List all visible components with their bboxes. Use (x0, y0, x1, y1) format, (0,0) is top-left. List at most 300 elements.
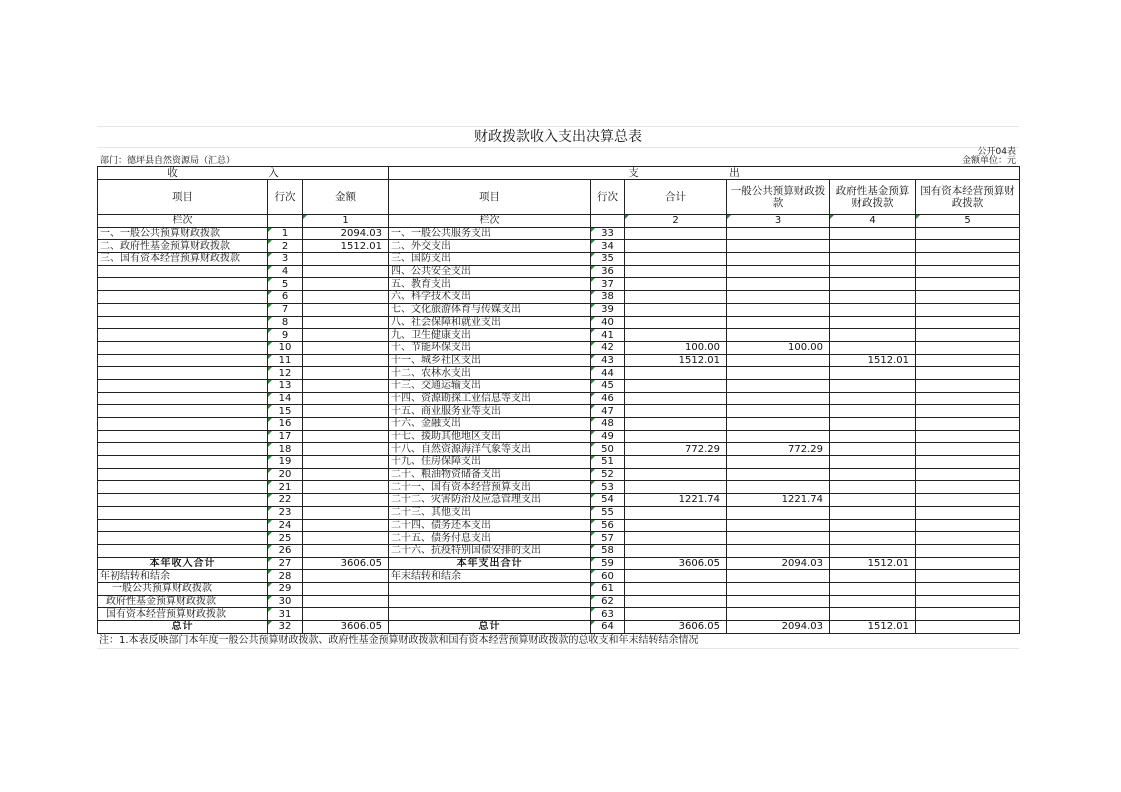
expense-fund (830, 367, 916, 380)
income-item (98, 494, 268, 507)
expense-item: 年末结转和结余 (389, 570, 591, 583)
table-row (98, 278, 1020, 291)
expense-item (389, 582, 591, 595)
expense-item: 九、卫生健康支出 (389, 329, 591, 342)
expense-soe (916, 443, 1020, 456)
income-item (98, 481, 268, 494)
index-label-left: 栏次 (98, 215, 268, 228)
expense-row-no: 62 (591, 595, 625, 608)
expense-fund (830, 582, 916, 595)
income-amount: 2094.03 (303, 227, 389, 240)
expense-total (625, 481, 727, 494)
income-item: 一般公共预算财政拨款 (98, 582, 268, 595)
income-amount (303, 265, 389, 278)
income-item: 本年收入合计 (98, 557, 268, 570)
expense-soe (916, 494, 1020, 507)
expense-row-no: 64 (591, 621, 625, 634)
expense-general (727, 519, 830, 532)
expense-total (625, 265, 727, 278)
expense-general (727, 532, 830, 545)
expense-total (625, 379, 727, 392)
income-amount (303, 278, 389, 291)
income-row-no: 28 (268, 570, 303, 583)
expense-item: 十二、农林水支出 (389, 367, 591, 380)
expense-item: 四、公共安全支出 (389, 265, 591, 278)
unit-label: 金额单位：元 (961, 156, 1016, 166)
expense-soe (916, 341, 1020, 354)
income-row-no: 15 (268, 405, 303, 418)
expense-soe (916, 405, 1020, 418)
expense-fund (830, 253, 916, 266)
expense-general (727, 303, 830, 316)
expense-fund (830, 443, 916, 456)
income-item (98, 468, 268, 481)
expense-soe (916, 468, 1020, 481)
expense-soe (916, 392, 1020, 405)
income-amount (303, 291, 389, 304)
expense-row-no: 43 (591, 354, 625, 367)
expense-item: 十七、援助其他地区支出 (389, 430, 591, 443)
expense-total (625, 608, 727, 621)
income-row-no: 23 (268, 506, 303, 519)
index-col-5: 5 (916, 215, 1020, 228)
department-line (97, 157, 1019, 166)
expense-item: 二十五、债务付息支出 (389, 532, 591, 545)
expense-total: 100.00 (625, 341, 727, 354)
income-item (98, 544, 268, 557)
expense-general (727, 240, 830, 253)
expense-total: 1512.01 (625, 354, 727, 367)
income-amount (303, 608, 389, 621)
income-item: 国有资本经营预算财政拨款 (98, 608, 268, 621)
income-row-no: 31 (268, 608, 303, 621)
income-item (98, 367, 268, 380)
expense-total: 3606.05 (625, 621, 727, 634)
table-row (98, 303, 1020, 316)
expense-soe (916, 278, 1020, 291)
expense-soe (916, 570, 1020, 583)
expense-fund (830, 418, 916, 431)
expense-soe (916, 227, 1020, 240)
expense-item: 六、科学技术支出 (389, 291, 591, 304)
expense-soe (916, 506, 1020, 519)
header-item: 项目 (98, 180, 268, 215)
section-expense: 支 出 (389, 167, 1020, 180)
expense-fund (830, 595, 916, 608)
income-item: 三、国有资本经营预算财政拨款 (98, 253, 268, 266)
income-row-no: 27 (268, 557, 303, 570)
expense-row-no: 54 (591, 494, 625, 507)
expense-fund (830, 532, 916, 545)
expense-fund (830, 519, 916, 532)
expense-general (727, 506, 830, 519)
expense-row-no: 50 (591, 443, 625, 456)
table-row (98, 456, 1020, 469)
income-amount (303, 418, 389, 431)
table-row (98, 316, 1020, 329)
budget-table (97, 166, 1020, 634)
expense-item: 二十、粮油物资储备支出 (389, 468, 591, 481)
expense-fund (830, 291, 916, 304)
expense-row-no: 34 (591, 240, 625, 253)
income-row-no: 29 (268, 582, 303, 595)
expense-item: 本年支出合计 (389, 557, 591, 570)
expense-fund (830, 240, 916, 253)
expense-row-no: 42 (591, 341, 625, 354)
index-col-2: 2 (625, 215, 727, 228)
expense-general (727, 265, 830, 278)
income-amount (303, 519, 389, 532)
expense-soe (916, 519, 1020, 532)
header-fund: 政府性基金预算财政拨款 (830, 180, 916, 215)
income-amount (303, 379, 389, 392)
expense-general (727, 291, 830, 304)
expense-row-no: 40 (591, 316, 625, 329)
income-item (98, 354, 268, 367)
expense-fund (830, 392, 916, 405)
expense-general (727, 316, 830, 329)
index-blank-2 (591, 215, 625, 228)
income-row-no: 2 (268, 240, 303, 253)
income-row-no: 1 (268, 227, 303, 240)
expense-soe (916, 240, 1020, 253)
report-sheet (97, 126, 1019, 649)
expense-fund (830, 456, 916, 469)
expense-row-no: 37 (591, 278, 625, 291)
income-row-no: 20 (268, 468, 303, 481)
income-amount (303, 494, 389, 507)
expense-general: 2094.03 (727, 621, 830, 634)
column-index-row (98, 215, 1020, 228)
income-item (98, 519, 268, 532)
expense-fund (830, 468, 916, 481)
expense-fund (830, 481, 916, 494)
expense-general (727, 418, 830, 431)
expense-soe (916, 253, 1020, 266)
income-item (98, 405, 268, 418)
table-row (98, 519, 1020, 532)
income-row-no: 6 (268, 291, 303, 304)
expense-general: 772.29 (727, 443, 830, 456)
carry-row (98, 582, 1020, 595)
expense-soe (916, 532, 1020, 545)
expense-item: 总计 (389, 621, 591, 634)
expense-soe (916, 582, 1020, 595)
expense-item: 十三、交通运输支出 (389, 379, 591, 392)
expense-soe (916, 329, 1020, 342)
expense-row-no: 52 (591, 468, 625, 481)
expense-total (625, 367, 727, 380)
expense-fund (830, 570, 916, 583)
expense-fund (830, 329, 916, 342)
income-item: 政府性基金预算财政拨款 (98, 595, 268, 608)
expense-fund: 1512.01 (830, 621, 916, 634)
expense-general: 2094.03 (727, 557, 830, 570)
expense-item (389, 595, 591, 608)
table-row (98, 341, 1020, 354)
table-row (98, 227, 1020, 240)
expense-fund: 1512.01 (830, 557, 916, 570)
expense-soe (916, 354, 1020, 367)
expense-item: 二、外交支出 (389, 240, 591, 253)
expense-row-no: 51 (591, 456, 625, 469)
income-item: 二、政府性基金预算财政拨款 (98, 240, 268, 253)
table-row (98, 443, 1020, 456)
expense-total: 772.29 (625, 443, 727, 456)
income-item (98, 278, 268, 291)
header-row-no: 行次 (268, 180, 303, 215)
expense-row-no: 48 (591, 418, 625, 431)
expense-item: 十一、城乡社区支出 (389, 354, 591, 367)
income-item (98, 506, 268, 519)
table-row (98, 265, 1020, 278)
income-row-no: 12 (268, 367, 303, 380)
expense-fund: 1512.01 (830, 354, 916, 367)
income-row-no: 7 (268, 303, 303, 316)
income-item: 一、一般公共预算财政拨款 (98, 227, 268, 240)
income-item (98, 379, 268, 392)
expense-row-no: 36 (591, 265, 625, 278)
income-amount (303, 392, 389, 405)
table-row (98, 430, 1020, 443)
expense-total (625, 392, 727, 405)
expense-total (625, 519, 727, 532)
expense-item: 三、国防支出 (389, 253, 591, 266)
income-item: 年初结转和结余 (98, 570, 268, 583)
grand-total-row (98, 621, 1020, 634)
expense-soe (916, 430, 1020, 443)
expense-item: 一、一般公共服务支出 (389, 227, 591, 240)
income-item (98, 265, 268, 278)
expense-row-no: 53 (591, 481, 625, 494)
expense-fund (830, 265, 916, 278)
expense-general (727, 379, 830, 392)
income-item (98, 303, 268, 316)
expense-row-no: 55 (591, 506, 625, 519)
table-row (98, 481, 1020, 494)
income-amount: 3606.05 (303, 557, 389, 570)
expense-general (727, 481, 830, 494)
report-title: 财政拨款收入支出决算总表 (97, 126, 1019, 148)
income-row-no: 21 (268, 481, 303, 494)
income-item (98, 291, 268, 304)
expense-item: 八、社会保障和就业支出 (389, 316, 591, 329)
expense-row-no: 46 (591, 392, 625, 405)
expense-row-no: 38 (591, 291, 625, 304)
income-amount (303, 316, 389, 329)
income-item (98, 341, 268, 354)
expense-fund (830, 278, 916, 291)
income-row-no: 4 (268, 265, 303, 278)
income-item (98, 456, 268, 469)
income-amount (303, 595, 389, 608)
form-number-line (97, 148, 1019, 157)
expense-general (727, 278, 830, 291)
table-row (98, 544, 1020, 557)
expense-row-no: 63 (591, 608, 625, 621)
income-row-no: 18 (268, 443, 303, 456)
expense-fund (830, 303, 916, 316)
expense-item: 二十三、其他支出 (389, 506, 591, 519)
expense-total (625, 430, 727, 443)
income-row-no: 24 (268, 519, 303, 532)
income-item (98, 430, 268, 443)
table-row (98, 240, 1020, 253)
expense-item: 十四、资源勘探工业信息等支出 (389, 392, 591, 405)
expense-total (625, 291, 727, 304)
header-amount: 金额 (303, 180, 389, 215)
expense-item: 二十六、抗疫特别国债安排的支出 (389, 544, 591, 557)
expense-total (625, 468, 727, 481)
expense-soe (916, 379, 1020, 392)
income-amount (303, 367, 389, 380)
expense-item: 十五、商业服务业等支出 (389, 405, 591, 418)
income-row-no: 19 (268, 456, 303, 469)
expense-soe (916, 595, 1020, 608)
expense-row-no: 39 (591, 303, 625, 316)
income-amount (303, 253, 389, 266)
income-row-no: 32 (268, 621, 303, 634)
section-income: 收 入 (98, 167, 389, 180)
expense-general (727, 329, 830, 342)
index-col-3: 3 (727, 215, 830, 228)
expense-total (625, 570, 727, 583)
table-row (98, 405, 1020, 418)
income-row-no: 22 (268, 494, 303, 507)
index-label-right: 栏次 (389, 215, 591, 228)
expense-general (727, 253, 830, 266)
income-row-no: 9 (268, 329, 303, 342)
expense-total (625, 253, 727, 266)
income-amount (303, 456, 389, 469)
expense-total (625, 418, 727, 431)
expense-soe (916, 557, 1020, 570)
expense-total (625, 506, 727, 519)
expense-total (625, 278, 727, 291)
expense-item: 十八、自然资源海洋气象等支出 (389, 443, 591, 456)
expense-soe (916, 316, 1020, 329)
expense-fund (830, 430, 916, 443)
expense-row-no: 44 (591, 367, 625, 380)
income-amount (303, 481, 389, 494)
table-row (98, 506, 1020, 519)
expense-total (625, 316, 727, 329)
income-row-no: 8 (268, 316, 303, 329)
table-row (98, 468, 1020, 481)
carry-row (98, 608, 1020, 621)
expense-total (625, 532, 727, 545)
expense-general (727, 430, 830, 443)
expense-total (625, 582, 727, 595)
expense-general (727, 392, 830, 405)
expense-fund (830, 379, 916, 392)
expense-soe (916, 456, 1020, 469)
income-amount (303, 405, 389, 418)
income-row-no: 13 (268, 379, 303, 392)
expense-row-no: 33 (591, 227, 625, 240)
expense-row-no: 60 (591, 570, 625, 583)
expense-soe (916, 608, 1020, 621)
expense-item (389, 608, 591, 621)
expense-total: 3606.05 (625, 557, 727, 570)
header-soe: 国有资本经营预算财政拨款 (916, 180, 1020, 215)
expense-fund (830, 405, 916, 418)
column-header-row (98, 180, 1020, 215)
expense-row-no: 49 (591, 430, 625, 443)
form-number: 公开04表 (977, 147, 1016, 157)
income-item: 总计 (98, 621, 268, 634)
income-row-no: 25 (268, 532, 303, 545)
income-amount: 3606.05 (303, 621, 389, 634)
expense-row-no: 47 (591, 405, 625, 418)
income-row-no: 17 (268, 430, 303, 443)
index-col-4: 4 (830, 215, 916, 228)
footnote: 注：1.本表反映部门本年度一般公共预算财政拨款、政府性基金预算财政拨款和国有资本经营预算财政拨款的总收支和年末结转结余情况 (97, 634, 1019, 649)
table-row (98, 329, 1020, 342)
table-row (98, 379, 1020, 392)
expense-row-no: 35 (591, 253, 625, 266)
expense-row-no: 45 (591, 379, 625, 392)
expense-soe (916, 544, 1020, 557)
expense-total (625, 595, 727, 608)
expense-soe (916, 291, 1020, 304)
income-amount (303, 468, 389, 481)
expense-row-no: 41 (591, 329, 625, 342)
expense-general (727, 468, 830, 481)
expense-fund (830, 494, 916, 507)
department-label: 部门：德坪县自然资源局（汇总） (100, 156, 236, 166)
header-item-expense: 项目 (389, 180, 591, 215)
header-total: 合计 (625, 180, 727, 215)
table-row (98, 367, 1020, 380)
income-row-no: 30 (268, 595, 303, 608)
table-row (98, 253, 1020, 266)
income-item (98, 329, 268, 342)
income-item (98, 443, 268, 456)
income-amount (303, 430, 389, 443)
expense-total (625, 456, 727, 469)
expense-item: 二十二、灾害防治及应急管理支出 (389, 494, 591, 507)
table-row (98, 494, 1020, 507)
income-amount (303, 443, 389, 456)
expense-general (727, 570, 830, 583)
header-row-no-expense: 行次 (591, 180, 625, 215)
expense-item: 七、文化旅游体育与传媒支出 (389, 303, 591, 316)
index-col-1: 1 (303, 215, 389, 228)
expense-soe (916, 621, 1020, 634)
income-amount (303, 329, 389, 342)
income-row-no: 3 (268, 253, 303, 266)
income-amount (303, 354, 389, 367)
expense-soe (916, 265, 1020, 278)
income-row-no: 26 (268, 544, 303, 557)
expense-item: 五、教育支出 (389, 278, 591, 291)
expense-row-no: 57 (591, 532, 625, 545)
expense-fund (830, 608, 916, 621)
expense-general (727, 582, 830, 595)
expense-item: 二十四、债务还本支出 (389, 519, 591, 532)
expense-general (727, 405, 830, 418)
income-amount (303, 341, 389, 354)
expense-fund (830, 341, 916, 354)
expense-row-no: 56 (591, 519, 625, 532)
expense-row-no: 59 (591, 557, 625, 570)
expense-total (625, 405, 727, 418)
table-row (98, 532, 1020, 545)
carry-row (98, 595, 1020, 608)
expense-general (727, 544, 830, 557)
expense-item: 二十一、国有资本经营预算支出 (389, 481, 591, 494)
